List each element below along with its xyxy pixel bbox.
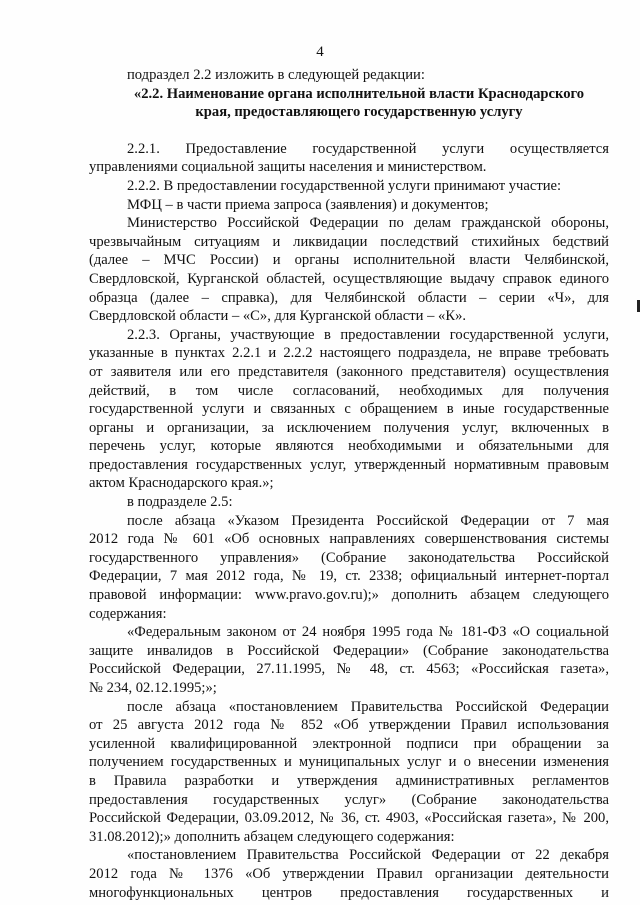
text-line: «постановлением Правительства Российской Федерации от 22 декабря (127, 847, 609, 864)
section-heading-line-1: «2.2. Наименование органа исполнительной власти Краснодарского (133, 85, 585, 102)
page-number: 4 (316, 44, 324, 60)
text-line: органы и организации, за исключением получения услуг, включенных в (89, 419, 609, 436)
text-line: государственной услуги и связанных с обращением в иные государственные (89, 401, 609, 418)
document-body (89, 66, 609, 902)
text-line: чрезвычайным ситуациям и ликвидации последствий стихийных бедствий (89, 233, 609, 250)
text-line: получением государственных и муниципальных услуг и о внесении изменения (89, 754, 609, 771)
heading-spacer (89, 122, 609, 140)
text-line: содержания: (89, 605, 167, 622)
text-line: образца (далее – справка), для Челябинской области – серии «Ч», для (89, 289, 609, 306)
text-line: защите инвалидов в Российской Федерации» (Собрание законодательства (89, 642, 609, 659)
text-line: МФЦ – в части приема запроса (заявления) и документов; (127, 196, 489, 213)
text-line: правовой информации: www.pravo.gov.ru);» дополнить абзацем следующего (89, 587, 609, 604)
section-heading-line-2: края, предоставляющего государственную услугу (195, 104, 523, 121)
text-line: Российской Федерации, 03.09.2012, № 36, ст. 4903, «Российская газета», № 200, (89, 810, 609, 827)
text-line: актом Краснодарского края.»; (89, 475, 274, 492)
text-line: «Федеральным законом от 24 ноября 1995 года № 181-ФЗ «О социальной (127, 624, 609, 641)
text-line: Свердловской области – «С», для Курганской области – «К». (89, 308, 467, 325)
text-line: 2012 года № 601 «Об основных направлениях совершенствования системы (89, 531, 609, 548)
text-line: 2.2.1. Предоставление государственной услуги осуществляется (127, 140, 609, 157)
text-line: Российской Федерации, 27.11.1995, № 48, ст. 4563; «Российская газета», (89, 661, 609, 678)
text-line: (далее – МЧС России) и органы исполнительной власти Челябинской, (89, 252, 609, 269)
text-line: действий, в том числе согласований, необходимых для получения (89, 382, 609, 399)
text-line: управлениями социальной защиты населения и министерством. (89, 159, 487, 176)
text-line: в подразделе 2.5: (127, 494, 233, 511)
text-line: 2.2.3. Органы, участвующие в предоставлении государственной услуги, (127, 326, 609, 343)
text-line: перечень услуг, которые являются необходимыми и обязательными для (89, 438, 609, 455)
text-line: 31.08.2012);» дополнить абзацем следующего содержания: (89, 828, 455, 845)
text-line: указанные в пунктах 2.2.1 и 2.2.2 настоящего подраздела, не вправе требовать (89, 345, 609, 362)
text-line: государственного управления» (Собрание законодательства Российской (89, 549, 609, 566)
text-line: после абзаца «Указом Президента Российской Федерации от 7 мая (127, 512, 609, 529)
text-line: Министерство Российской Федерации по делам гражданской обороны, (127, 215, 609, 232)
text-line: Свердловской, Курганской областей, осуществляющие выдачу справок единого (89, 270, 609, 287)
text-line: предоставления государственных услуг» (Собрание законодательства (89, 791, 609, 808)
text-line: в Правила разработки и утверждения административных регламентов (89, 772, 609, 789)
text-line: предоставления государственных услуг, утвержденный нормативным правовым (89, 456, 609, 473)
text-line: 2012 года № 1376 «Об утверждении Правил организации деятельности (89, 865, 609, 882)
body-lines (89, 140, 609, 902)
text-line: Федерации, 7 мая 2012 года, № 19, ст. 2338; официальный интернет-портал (89, 568, 609, 585)
text-line: от заявителя или его представителя (законного представителя) осуществления (89, 363, 609, 380)
text-line: усиленной квалифицированной электронной подписи при обращении за (89, 735, 609, 752)
intro-line: подраздел 2.2 изложить в следующей редакции: (127, 67, 425, 83)
text-line: многофункциональных центров предоставления государственных и (89, 884, 609, 901)
text-line: № 234, 02.12.1995;»; (89, 680, 217, 696)
text-line: после абзаца «постановлением Правительства Российской Федерации (127, 698, 609, 715)
text-line: от 25 августа 2012 года № 852 «Об утверждении Правил использования (89, 717, 609, 734)
text-line: 2.2.2. В предоставлении государственной услуги принимают участие: (127, 177, 562, 194)
